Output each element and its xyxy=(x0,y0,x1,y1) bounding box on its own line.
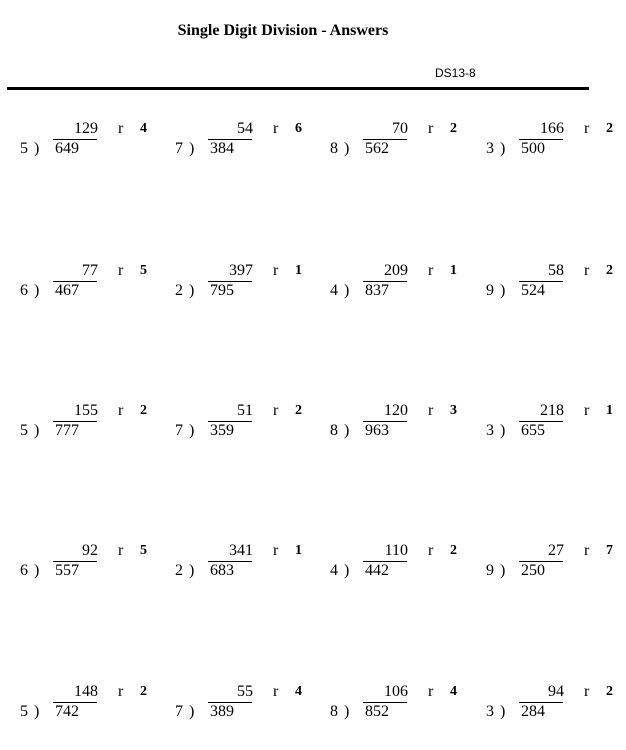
remainder-marker: r xyxy=(428,262,434,279)
header-divider xyxy=(7,87,589,90)
dividend: 557 xyxy=(55,562,79,579)
division-bar xyxy=(208,702,252,703)
division-problem xyxy=(20,542,160,592)
remainder: 2 xyxy=(140,403,147,418)
dividend: 562 xyxy=(365,140,389,157)
divisor: 5 xyxy=(20,140,28,157)
worksheet-code: DS13-8 xyxy=(435,66,476,80)
division-problem xyxy=(20,120,160,170)
divisor: 5 xyxy=(20,422,28,439)
division-problem xyxy=(486,683,626,733)
dividend: 963 xyxy=(365,422,389,439)
quotient: 209 xyxy=(384,262,408,279)
division-bar xyxy=(53,421,97,422)
quotient: 110 xyxy=(384,542,408,559)
division-problem xyxy=(330,262,470,312)
quotient: 94 xyxy=(548,683,564,700)
remainder: 4 xyxy=(295,684,302,699)
remainder-marker: r xyxy=(273,402,279,419)
division-bracket: ) xyxy=(500,422,506,439)
division-bar xyxy=(363,561,407,562)
remainder: 7 xyxy=(606,543,613,558)
quotient: 51 xyxy=(237,402,253,419)
remainder: 6 xyxy=(295,121,302,136)
division-bracket: ) xyxy=(344,562,350,579)
division-problem xyxy=(20,402,160,452)
division-bracket: ) xyxy=(189,703,195,720)
division-bar xyxy=(363,421,407,422)
division-bracket: ) xyxy=(500,140,506,157)
remainder: 1 xyxy=(606,403,613,418)
division-bar xyxy=(208,421,252,422)
remainder-marker: r xyxy=(118,262,124,279)
division-problem xyxy=(175,402,315,452)
dividend: 524 xyxy=(521,282,545,299)
divisor: 6 xyxy=(20,282,28,299)
divisor: 5 xyxy=(20,703,28,720)
remainder-marker: r xyxy=(428,542,434,559)
division-bracket: ) xyxy=(34,703,40,720)
divisor: 6 xyxy=(20,562,28,579)
division-bar xyxy=(519,281,563,282)
division-bar xyxy=(363,702,407,703)
remainder: 2 xyxy=(140,684,147,699)
division-bracket: ) xyxy=(500,562,506,579)
remainder-marker: r xyxy=(118,402,124,419)
quotient: 166 xyxy=(540,120,564,137)
divisor: 4 xyxy=(330,562,338,579)
quotient: 397 xyxy=(229,262,253,279)
division-bracket: ) xyxy=(344,140,350,157)
remainder-marker: r xyxy=(118,683,124,700)
remainder-marker: r xyxy=(428,402,434,419)
division-bar xyxy=(53,139,97,140)
quotient: 106 xyxy=(384,683,408,700)
division-bar xyxy=(519,421,563,422)
divisor: 7 xyxy=(175,422,183,439)
quotient: 218 xyxy=(540,402,564,419)
divisor: 3 xyxy=(486,140,494,157)
remainder: 4 xyxy=(450,684,457,699)
remainder: 1 xyxy=(295,263,302,278)
division-bar xyxy=(53,561,97,562)
division-problem xyxy=(175,683,315,733)
divisor: 7 xyxy=(175,703,183,720)
remainder-marker: r xyxy=(584,542,590,559)
division-problem xyxy=(175,542,315,592)
divisor: 8 xyxy=(330,703,338,720)
division-problem xyxy=(486,542,626,592)
quotient: 70 xyxy=(392,120,408,137)
division-bracket: ) xyxy=(34,140,40,157)
division-problem xyxy=(486,120,626,170)
division-problem xyxy=(486,262,626,312)
remainder-marker: r xyxy=(584,402,590,419)
page-title: Single Digit Division - Answers xyxy=(177,22,389,39)
dividend: 742 xyxy=(55,703,79,720)
dividend: 284 xyxy=(521,703,545,720)
remainder: 5 xyxy=(140,543,147,558)
remainder: 2 xyxy=(450,121,457,136)
division-bracket: ) xyxy=(500,703,506,720)
division-bracket: ) xyxy=(344,282,350,299)
remainder: 2 xyxy=(295,403,302,418)
division-bar xyxy=(519,702,563,703)
remainder: 2 xyxy=(606,684,613,699)
division-bracket: ) xyxy=(189,422,195,439)
divisor: 7 xyxy=(175,140,183,157)
division-bar xyxy=(53,702,97,703)
division-bar xyxy=(208,281,252,282)
division-problem xyxy=(486,402,626,452)
dividend: 795 xyxy=(210,282,234,299)
division-problem xyxy=(175,262,315,312)
remainder: 4 xyxy=(140,121,147,136)
dividend: 389 xyxy=(210,703,234,720)
remainder: 5 xyxy=(140,263,147,278)
divisor: 2 xyxy=(175,562,183,579)
remainder-marker: r xyxy=(584,683,590,700)
division-problem xyxy=(175,120,315,170)
division-bar xyxy=(363,139,407,140)
dividend: 250 xyxy=(521,562,545,579)
remainder-marker: r xyxy=(118,120,124,137)
division-problem xyxy=(330,542,470,592)
division-bar xyxy=(208,561,252,562)
remainder: 1 xyxy=(450,263,457,278)
quotient: 129 xyxy=(74,120,98,137)
remainder-marker: r xyxy=(428,683,434,700)
division-problem xyxy=(330,683,470,733)
remainder: 3 xyxy=(450,403,457,418)
division-bracket: ) xyxy=(500,282,506,299)
divisor: 8 xyxy=(330,422,338,439)
division-bar xyxy=(519,561,563,562)
division-bracket: ) xyxy=(34,562,40,579)
dividend: 649 xyxy=(55,140,79,157)
remainder-marker: r xyxy=(428,120,434,137)
remainder-marker: r xyxy=(584,120,590,137)
quotient: 155 xyxy=(74,402,98,419)
quotient: 77 xyxy=(82,262,98,279)
remainder-marker: r xyxy=(273,262,279,279)
division-bar xyxy=(53,281,97,282)
dividend: 384 xyxy=(210,140,234,157)
dividend: 837 xyxy=(365,282,389,299)
quotient: 58 xyxy=(548,262,564,279)
divisor: 9 xyxy=(486,282,494,299)
divisor: 9 xyxy=(486,562,494,579)
dividend: 359 xyxy=(210,422,234,439)
dividend: 500 xyxy=(521,140,545,157)
divisor: 8 xyxy=(330,140,338,157)
quotient: 92 xyxy=(82,542,98,559)
division-problem xyxy=(20,262,160,312)
division-bar xyxy=(519,139,563,140)
quotient: 27 xyxy=(548,542,564,559)
quotient: 55 xyxy=(237,683,253,700)
division-bracket: ) xyxy=(34,422,40,439)
dividend: 683 xyxy=(210,562,234,579)
divisor: 3 xyxy=(486,422,494,439)
dividend: 442 xyxy=(365,562,389,579)
division-bracket: ) xyxy=(189,562,195,579)
quotient: 54 xyxy=(237,120,253,137)
division-problem xyxy=(330,120,470,170)
divisor: 4 xyxy=(330,282,338,299)
remainder: 2 xyxy=(606,121,613,136)
divisor: 2 xyxy=(175,282,183,299)
remainder-marker: r xyxy=(584,262,590,279)
divisor: 3 xyxy=(486,703,494,720)
dividend: 467 xyxy=(55,282,79,299)
remainder-marker: r xyxy=(273,542,279,559)
dividend: 777 xyxy=(55,422,79,439)
division-bracket: ) xyxy=(344,703,350,720)
division-bracket: ) xyxy=(34,282,40,299)
remainder-marker: r xyxy=(273,683,279,700)
division-bar xyxy=(363,281,407,282)
quotient: 341 xyxy=(229,542,253,559)
division-bracket: ) xyxy=(189,140,195,157)
remainder: 2 xyxy=(606,263,613,278)
dividend: 852 xyxy=(365,703,389,720)
division-bracket: ) xyxy=(189,282,195,299)
division-problem xyxy=(330,402,470,452)
quotient: 120 xyxy=(384,402,408,419)
division-problem xyxy=(20,683,160,733)
remainder-marker: r xyxy=(118,542,124,559)
remainder: 1 xyxy=(295,543,302,558)
dividend: 655 xyxy=(521,422,545,439)
division-bar xyxy=(208,139,252,140)
remainder: 2 xyxy=(450,543,457,558)
remainder-marker: r xyxy=(273,120,279,137)
quotient: 148 xyxy=(74,683,98,700)
division-bracket: ) xyxy=(344,422,350,439)
